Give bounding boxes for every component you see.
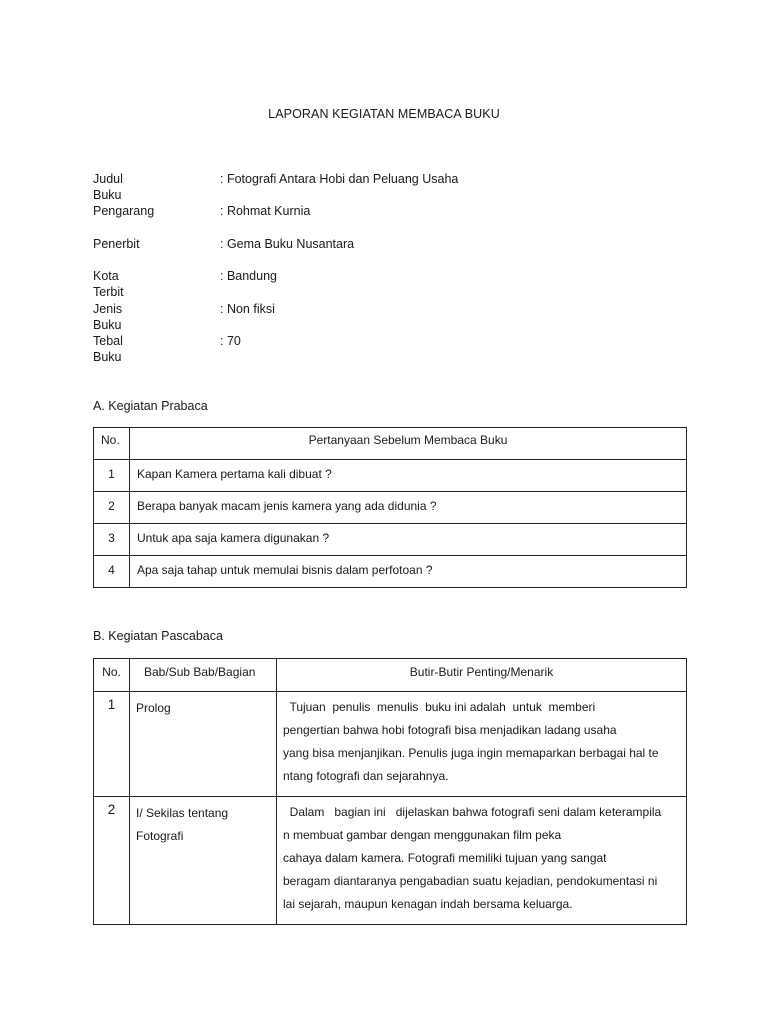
detail-line: yang bisa menjanjikan. Penulis juga ingin memaparkan berbagai hal te [283,746,659,760]
prabaca-table [93,427,687,588]
row-number: 4 [94,556,130,588]
section-a-heading: A. Kegiatan Prabaca [93,399,208,413]
info-label: Penerbit [93,236,140,251]
info-value: : Non fiksi [220,301,275,316]
column-header-no: No. [94,428,130,460]
question-cell: Untuk apa saja kamera digunakan ? [130,524,687,556]
table-row [94,492,687,524]
column-header-question: Pertanyaan Sebelum Membaca Buku [130,428,687,460]
info-value: : Rohmat Kurnia [220,204,311,219]
row-number: 1 [94,692,130,797]
info-label: Pengarang [93,204,155,219]
table-row [94,556,687,588]
table-header-row [94,428,687,460]
bab-cell [130,797,277,925]
table-row [94,524,687,556]
column-header-no: No. [94,659,130,692]
detail-line: pengertian bahwa hobi fotografi bisa menjadikan ladang usaha [283,723,617,737]
detail-line: lai sejarah, maupun kenagan indah bersama keluarga. [283,897,573,911]
question-cell: Apa saja tahap untuk memulai bisnis dalam perfotoan ? [130,556,687,588]
detail-line: n membuat gambar dengan menggunakan film peka [283,828,562,842]
detail-line: Dalam bagian ini dijelaskan bahwa fotografi seni dalam keterampila [283,805,662,819]
detail-line: Tujuan penulis menulis buku ini adalah untuk memberi [283,700,596,714]
row-number: 2 [94,492,130,524]
info-value: : Fotografi Antara Hobi dan Peluang Usaha [220,172,459,186]
detail-cell [277,797,687,925]
row-number: 3 [94,524,130,556]
column-header-details: Butir-Butir Penting/Menarik [277,659,687,692]
info-label: Tebal Buku [93,333,123,364]
detail-line: cahaya dalam kamera. Fotografi memiliki tujuan yang sangat [283,851,607,865]
detail-line: beragam diantaranya pengabadian suatu kejadian, pendokumentasi ni [283,874,658,888]
section-b-heading: B. Kegiatan Pascabaca [93,629,223,643]
info-value: : Gema Buku Nusantara [220,236,355,251]
document-title: LAPORAN KEGIATAN MEMBACA BUKU [268,107,500,121]
bab-line: I/ Sekilas tentang [136,806,229,820]
question-cell: Kapan Kamera pertama kali dibuat ? [130,460,687,492]
bab-line: Fotografi [136,829,184,843]
question-cell: Berapa banyak macam jenis kamera yang ada didunia ? [130,492,687,524]
column-header-bab: Bab/Sub Bab/Bagian [130,659,277,692]
info-label: Jenis Buku [93,301,123,332]
bab-cell [130,692,277,797]
info-value: : 70 [220,333,241,348]
bab-line: Prolog [136,701,171,715]
row-number: 2 [94,797,130,925]
row-number: 1 [94,460,130,492]
detail-cell [277,692,687,797]
table-row [94,692,687,797]
table-header-row [94,659,687,692]
table-row [94,797,687,925]
detail-line: ntang fotografi dan sejarahnya. [283,769,449,783]
info-label: Judul Buku [93,172,123,202]
table-row [94,460,687,492]
info-label: Kota Terbit [93,269,124,300]
pascabaca-table [93,658,687,925]
info-value: : Bandung [220,269,277,284]
